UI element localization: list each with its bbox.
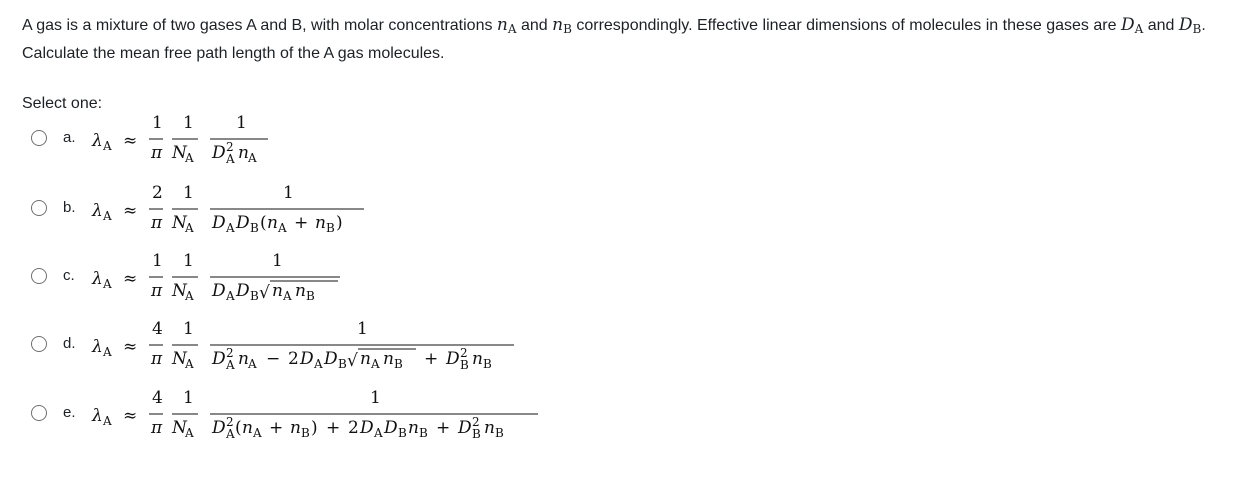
radio-button-e[interactable] bbox=[31, 405, 47, 421]
option-e[interactable] bbox=[30, 388, 590, 465]
svg-text:2: 2 bbox=[472, 415, 480, 429]
svg-text:n: n bbox=[360, 349, 371, 369]
svg-text:A: A bbox=[226, 221, 235, 235]
svg-text:B: B bbox=[250, 221, 259, 235]
svg-text:A: A bbox=[248, 151, 257, 165]
svg-text:D: D bbox=[212, 143, 226, 163]
svg-text:1: 1 bbox=[283, 183, 294, 203]
svg-text:2: 2 bbox=[288, 349, 299, 369]
svg-text:−: − bbox=[266, 349, 281, 369]
svg-text:4: 4 bbox=[152, 319, 163, 339]
svg-text:√: √ bbox=[259, 283, 270, 303]
svg-text:D: D bbox=[324, 349, 338, 369]
svg-text:n: n bbox=[383, 349, 394, 369]
svg-text:1: 1 bbox=[357, 319, 368, 339]
svg-text:+: + bbox=[326, 418, 341, 438]
svg-text:A: A bbox=[103, 139, 112, 153]
svg-text:N: N bbox=[172, 281, 187, 301]
formula-b bbox=[90, 183, 410, 248]
svg-text:D: D bbox=[384, 418, 398, 438]
svg-text:A: A bbox=[226, 152, 235, 166]
option-letter-c: c. bbox=[63, 267, 75, 284]
svg-text:1: 1 bbox=[236, 113, 247, 133]
svg-text:B: B bbox=[483, 357, 492, 371]
svg-text:N: N bbox=[172, 213, 187, 233]
radio-button-a[interactable] bbox=[31, 130, 47, 146]
svg-text:≈: ≈ bbox=[123, 406, 138, 426]
svg-text:λ: λ bbox=[92, 337, 103, 357]
svg-text:+: + bbox=[269, 418, 284, 438]
svg-text:N: N bbox=[172, 418, 187, 438]
svg-text:2: 2 bbox=[348, 418, 359, 438]
svg-text:π: π bbox=[151, 418, 163, 438]
svg-text:B: B bbox=[495, 426, 504, 440]
option-letter-a: a. bbox=[63, 129, 76, 146]
question-text-part: and bbox=[1143, 17, 1179, 34]
svg-text:1: 1 bbox=[183, 251, 194, 271]
svg-text:1: 1 bbox=[183, 388, 194, 408]
math-DB: DB bbox=[1178, 15, 1202, 36]
svg-text:D: D bbox=[458, 418, 472, 438]
svg-text:A: A bbox=[185, 221, 194, 235]
option-letter-e: e. bbox=[63, 404, 76, 421]
svg-text:B: B bbox=[250, 289, 259, 303]
svg-text:n: n bbox=[408, 418, 419, 438]
svg-text:n: n bbox=[238, 143, 249, 163]
formula-d bbox=[90, 319, 560, 384]
svg-text:+: + bbox=[424, 349, 439, 369]
question-text-part: correspondingly. Effective linear dimensions of molecules in these gases are bbox=[571, 17, 1121, 34]
math-DA: DA bbox=[1120, 15, 1144, 36]
question-text-part: A gas is a mixture of two gases A and B, with molar concentrations bbox=[22, 17, 497, 34]
svg-text:π: π bbox=[151, 213, 163, 233]
svg-text:D: D bbox=[212, 418, 226, 438]
svg-text:D: D bbox=[236, 281, 250, 301]
svg-text:n: n bbox=[484, 418, 495, 438]
svg-text:λ: λ bbox=[92, 269, 103, 289]
svg-text:n: n bbox=[295, 281, 306, 301]
svg-text:(: ( bbox=[235, 418, 242, 438]
option-letter-b: b. bbox=[63, 199, 76, 216]
svg-text:A: A bbox=[314, 357, 323, 371]
svg-text:D: D bbox=[212, 213, 226, 233]
math-nA: nA bbox=[496, 15, 517, 36]
svg-text:A: A bbox=[283, 289, 292, 303]
svg-text:λ: λ bbox=[92, 131, 103, 151]
svg-text:D: D bbox=[300, 349, 314, 369]
svg-text:B: B bbox=[460, 358, 469, 372]
svg-text:1: 1 bbox=[152, 251, 163, 271]
svg-text:D: D bbox=[236, 213, 250, 233]
svg-text:A: A bbox=[248, 357, 257, 371]
svg-text:2: 2 bbox=[460, 346, 468, 360]
svg-text:A: A bbox=[226, 289, 235, 303]
question-text-part: and bbox=[516, 17, 553, 34]
svg-text:≈: ≈ bbox=[123, 337, 138, 357]
radio-button-b[interactable] bbox=[31, 200, 47, 216]
svg-text:B: B bbox=[472, 427, 481, 441]
option-a[interactable] bbox=[30, 113, 590, 190]
svg-text:A: A bbox=[371, 357, 380, 371]
svg-text:A: A bbox=[185, 289, 194, 303]
svg-text:λ: λ bbox=[92, 406, 103, 426]
question-text bbox=[22, 12, 1222, 67]
svg-text:B: B bbox=[306, 289, 315, 303]
question-text-part: . Calculate the mean free path length of the A gas molecules. bbox=[22, 17, 1206, 62]
option-d[interactable] bbox=[30, 319, 590, 396]
svg-text:≈: ≈ bbox=[123, 201, 138, 221]
svg-text:A: A bbox=[103, 414, 112, 428]
svg-text:A: A bbox=[253, 426, 262, 440]
svg-text:√: √ bbox=[347, 351, 358, 371]
radio-button-c[interactable] bbox=[31, 268, 47, 284]
svg-text:2: 2 bbox=[152, 183, 163, 203]
svg-text:n: n bbox=[238, 349, 249, 369]
svg-text:D: D bbox=[212, 281, 226, 301]
svg-text:≈: ≈ bbox=[123, 269, 138, 289]
svg-text:1: 1 bbox=[183, 183, 194, 203]
svg-text:D: D bbox=[212, 349, 226, 369]
svg-text:+: + bbox=[294, 213, 309, 233]
svg-text:1: 1 bbox=[183, 113, 194, 133]
svg-text:π: π bbox=[151, 349, 163, 369]
svg-text:2: 2 bbox=[226, 415, 234, 429]
svg-text:A: A bbox=[103, 345, 112, 359]
svg-text:B: B bbox=[398, 426, 407, 440]
svg-text:A: A bbox=[374, 426, 383, 440]
svg-text:4: 4 bbox=[152, 388, 163, 408]
svg-text:n: n bbox=[472, 349, 483, 369]
svg-text:A: A bbox=[278, 221, 287, 235]
svg-text:π: π bbox=[151, 281, 163, 301]
radio-button-d[interactable] bbox=[31, 336, 47, 352]
svg-text:A: A bbox=[226, 358, 235, 372]
formula-c bbox=[90, 251, 390, 316]
svg-text:B: B bbox=[394, 357, 403, 371]
svg-text:π: π bbox=[151, 143, 163, 163]
svg-text:n: n bbox=[242, 418, 253, 438]
formula-e bbox=[90, 388, 570, 453]
svg-text:B: B bbox=[338, 357, 347, 371]
svg-text:N: N bbox=[172, 143, 187, 163]
svg-text:2: 2 bbox=[226, 346, 234, 360]
svg-text:+: + bbox=[436, 418, 451, 438]
math-nB: nB bbox=[552, 15, 572, 36]
svg-text:): ) bbox=[311, 418, 318, 438]
svg-text:λ: λ bbox=[92, 201, 103, 221]
svg-text:1: 1 bbox=[183, 319, 194, 339]
svg-text:1: 1 bbox=[370, 388, 381, 408]
svg-text:≈: ≈ bbox=[123, 131, 138, 151]
svg-text:(: ( bbox=[260, 213, 267, 233]
option-c[interactable] bbox=[30, 251, 590, 328]
svg-text:A: A bbox=[185, 151, 194, 165]
svg-text:A: A bbox=[103, 209, 112, 223]
svg-text:A: A bbox=[185, 357, 194, 371]
svg-text:1: 1 bbox=[152, 113, 163, 133]
select-one-prompt: Select one: bbox=[22, 95, 103, 112]
svg-text:D: D bbox=[360, 418, 374, 438]
svg-text:n: n bbox=[290, 418, 301, 438]
svg-text:A: A bbox=[103, 277, 112, 291]
svg-text:n: n bbox=[272, 281, 283, 301]
svg-text:B: B bbox=[326, 221, 335, 235]
svg-text:A: A bbox=[185, 426, 194, 440]
formula-a bbox=[90, 113, 350, 178]
svg-text:1: 1 bbox=[272, 251, 283, 271]
svg-text:): ) bbox=[336, 213, 343, 233]
svg-text:B: B bbox=[419, 426, 428, 440]
option-letter-d: d. bbox=[63, 335, 76, 352]
svg-text:B: B bbox=[301, 426, 310, 440]
svg-text:n: n bbox=[315, 213, 326, 233]
svg-text:N: N bbox=[172, 349, 187, 369]
svg-text:2: 2 bbox=[226, 140, 234, 154]
svg-text:n: n bbox=[267, 213, 278, 233]
option-b[interactable] bbox=[30, 183, 590, 260]
svg-text:A: A bbox=[226, 427, 235, 441]
svg-text:D: D bbox=[446, 349, 460, 369]
